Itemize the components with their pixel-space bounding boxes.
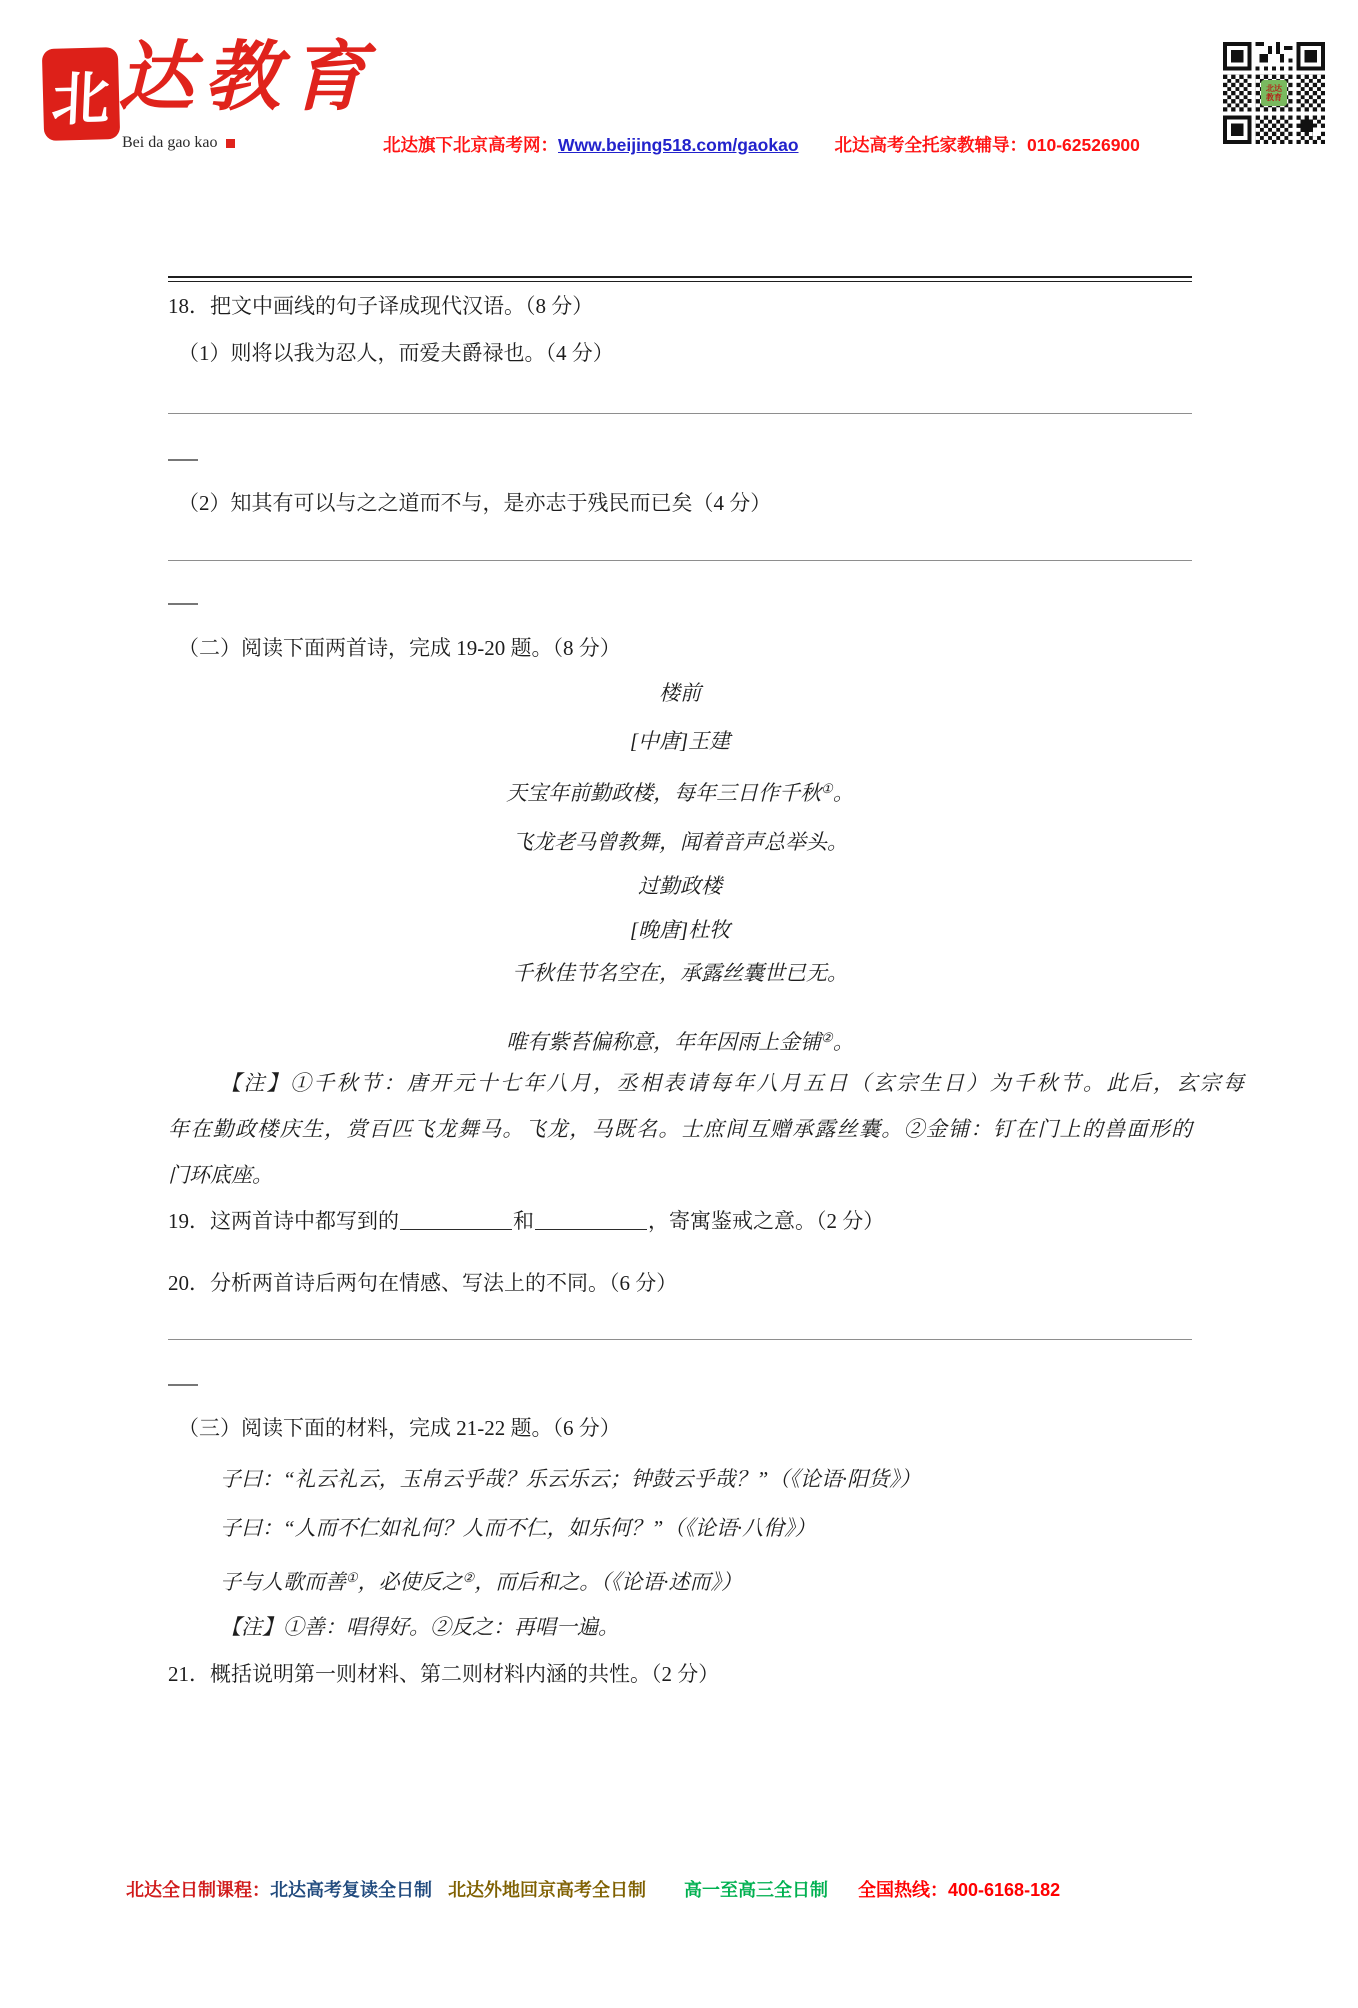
question-21: 21．概括说明第一则材料、第二则材料内涵的共性。（2 分） xyxy=(168,1662,720,1686)
qr-center-badge xyxy=(1261,80,1287,106)
material-3: 子与人歌而善①，必使反之②，而后和之。（《论语·述而》） xyxy=(220,1570,743,1594)
poem-1-author: [中唐]王建 xyxy=(629,729,731,753)
question-18: 18．把文中画线的句子译成现代汉语。（8 分） xyxy=(168,294,594,318)
site-label: 北达旗下北京高考网： xyxy=(383,135,558,155)
poem-2-line-1: 千秋佳节名空在，承露丝囊世已无。 xyxy=(512,961,848,985)
material-note: 【注】①善：唱得好。②反之：再唱一遍。 xyxy=(220,1615,619,1639)
section-3-heading: （三）阅读下面的材料，完成 21-22 题。（6 分） xyxy=(178,1416,621,1440)
brand-caption-text: Bei da gao kao xyxy=(122,134,218,151)
site-link[interactable]: Www.beijing518.com/gaokao xyxy=(558,135,799,155)
poem-1-title: 楼前 xyxy=(659,681,701,705)
footer-hotline xyxy=(858,1876,1060,1902)
footnote-mark-2: ② xyxy=(462,1570,475,1585)
poem-2-title: 过勤政楼 xyxy=(638,874,722,898)
section-2-heading: （二）阅读下面两首诗，完成 19-20 题。（8 分） xyxy=(178,636,621,660)
answer-line xyxy=(168,560,1192,561)
footer xyxy=(126,1876,1060,1902)
answer-line-stub xyxy=(168,1384,198,1386)
qr-code xyxy=(1223,42,1325,144)
question-19: 19．这两首诗中都写到的 和 ，寄寓鉴戒之意。（2 分） xyxy=(168,1209,885,1233)
poem-1-line-1: 天宝年前勤政楼，每年三日作千秋①。 xyxy=(506,781,854,805)
seal-character: 北 xyxy=(50,66,112,133)
poem-1-line-2: 飞龙老马曾教舞，闻着音声总举头。 xyxy=(512,830,848,854)
qr-center-label: 北达教育 xyxy=(1266,84,1282,102)
hotline-number: 400-6168-182 xyxy=(948,1880,1061,1900)
brand-seal-logo xyxy=(44,49,118,139)
hotline-label: 全国热线： xyxy=(858,1880,948,1900)
answer-line xyxy=(168,413,1192,414)
section-divider-rule xyxy=(168,276,1192,282)
question-18-part2: （2）知其有可以与之之道而不与，是亦志于残民而已矣（4 分） xyxy=(178,491,772,515)
poem-note-line-3: 门环底座。 xyxy=(168,1163,273,1187)
fill-in-blank-2 xyxy=(535,1211,647,1230)
tutor-phone: 010-62526900 xyxy=(1027,135,1140,155)
footnote-mark-1: ① xyxy=(821,781,833,796)
brand-script-text: 达教育 xyxy=(118,36,376,120)
footer-label: 北达全日制课程： xyxy=(126,1880,270,1900)
tutor-label-text: 北达高考全托家教辅导： xyxy=(834,135,1028,155)
footnote-mark-2: ② xyxy=(821,1030,833,1045)
poem-2-author: [晚唐]杜牧 xyxy=(629,918,731,942)
footer-program-2: 北达外地回京高考全日制 xyxy=(448,1880,646,1900)
poem-2-line-2: 唯有紫苔偏称意，年年因雨上金铺②。 xyxy=(506,1030,854,1054)
question-18-part1: （1）则将以我为忍人，而爱夫爵禄也。（4 分） xyxy=(178,341,614,365)
footer-program-3: 高一至高三全日制 xyxy=(684,1880,828,1900)
fill-in-blank-1 xyxy=(400,1211,512,1230)
poem-note-line-2: 年在勤政楼庆生，赏百匹飞龙舞马。飞龙，马既名。士庶间互赠承露丝囊。②金铺：钉在门上的兽面形的 xyxy=(168,1117,1192,1141)
material-2: 子曰：“人而不仁如礼何？人而不仁，如乐何？”（《论语·八佾》） xyxy=(220,1516,816,1540)
footnote-mark-1: ① xyxy=(346,1570,358,1585)
answer-line-stub xyxy=(168,459,198,461)
answer-line-stub xyxy=(168,603,198,605)
material-1: 子曰：“礼云礼云，玉帛云乎哉？乐云乐云；钟鼓云乎哉？”（《论语·阳货》） xyxy=(220,1467,921,1491)
answer-line xyxy=(168,1339,1192,1340)
poem-note-line-1: 【注】①千秋节：唐开元十七年八月，丞相表请每年八月五日（玄宗生日）为千秋节。此后，玄宗每 xyxy=(220,1071,1244,1095)
footer-program-1: 北达高考复读全日制 xyxy=(270,1880,432,1900)
question-20: 20．分析两首诗后两句在情感、写法上的不同。（6 分） xyxy=(168,1271,678,1295)
document-body xyxy=(168,0,1244,1800)
